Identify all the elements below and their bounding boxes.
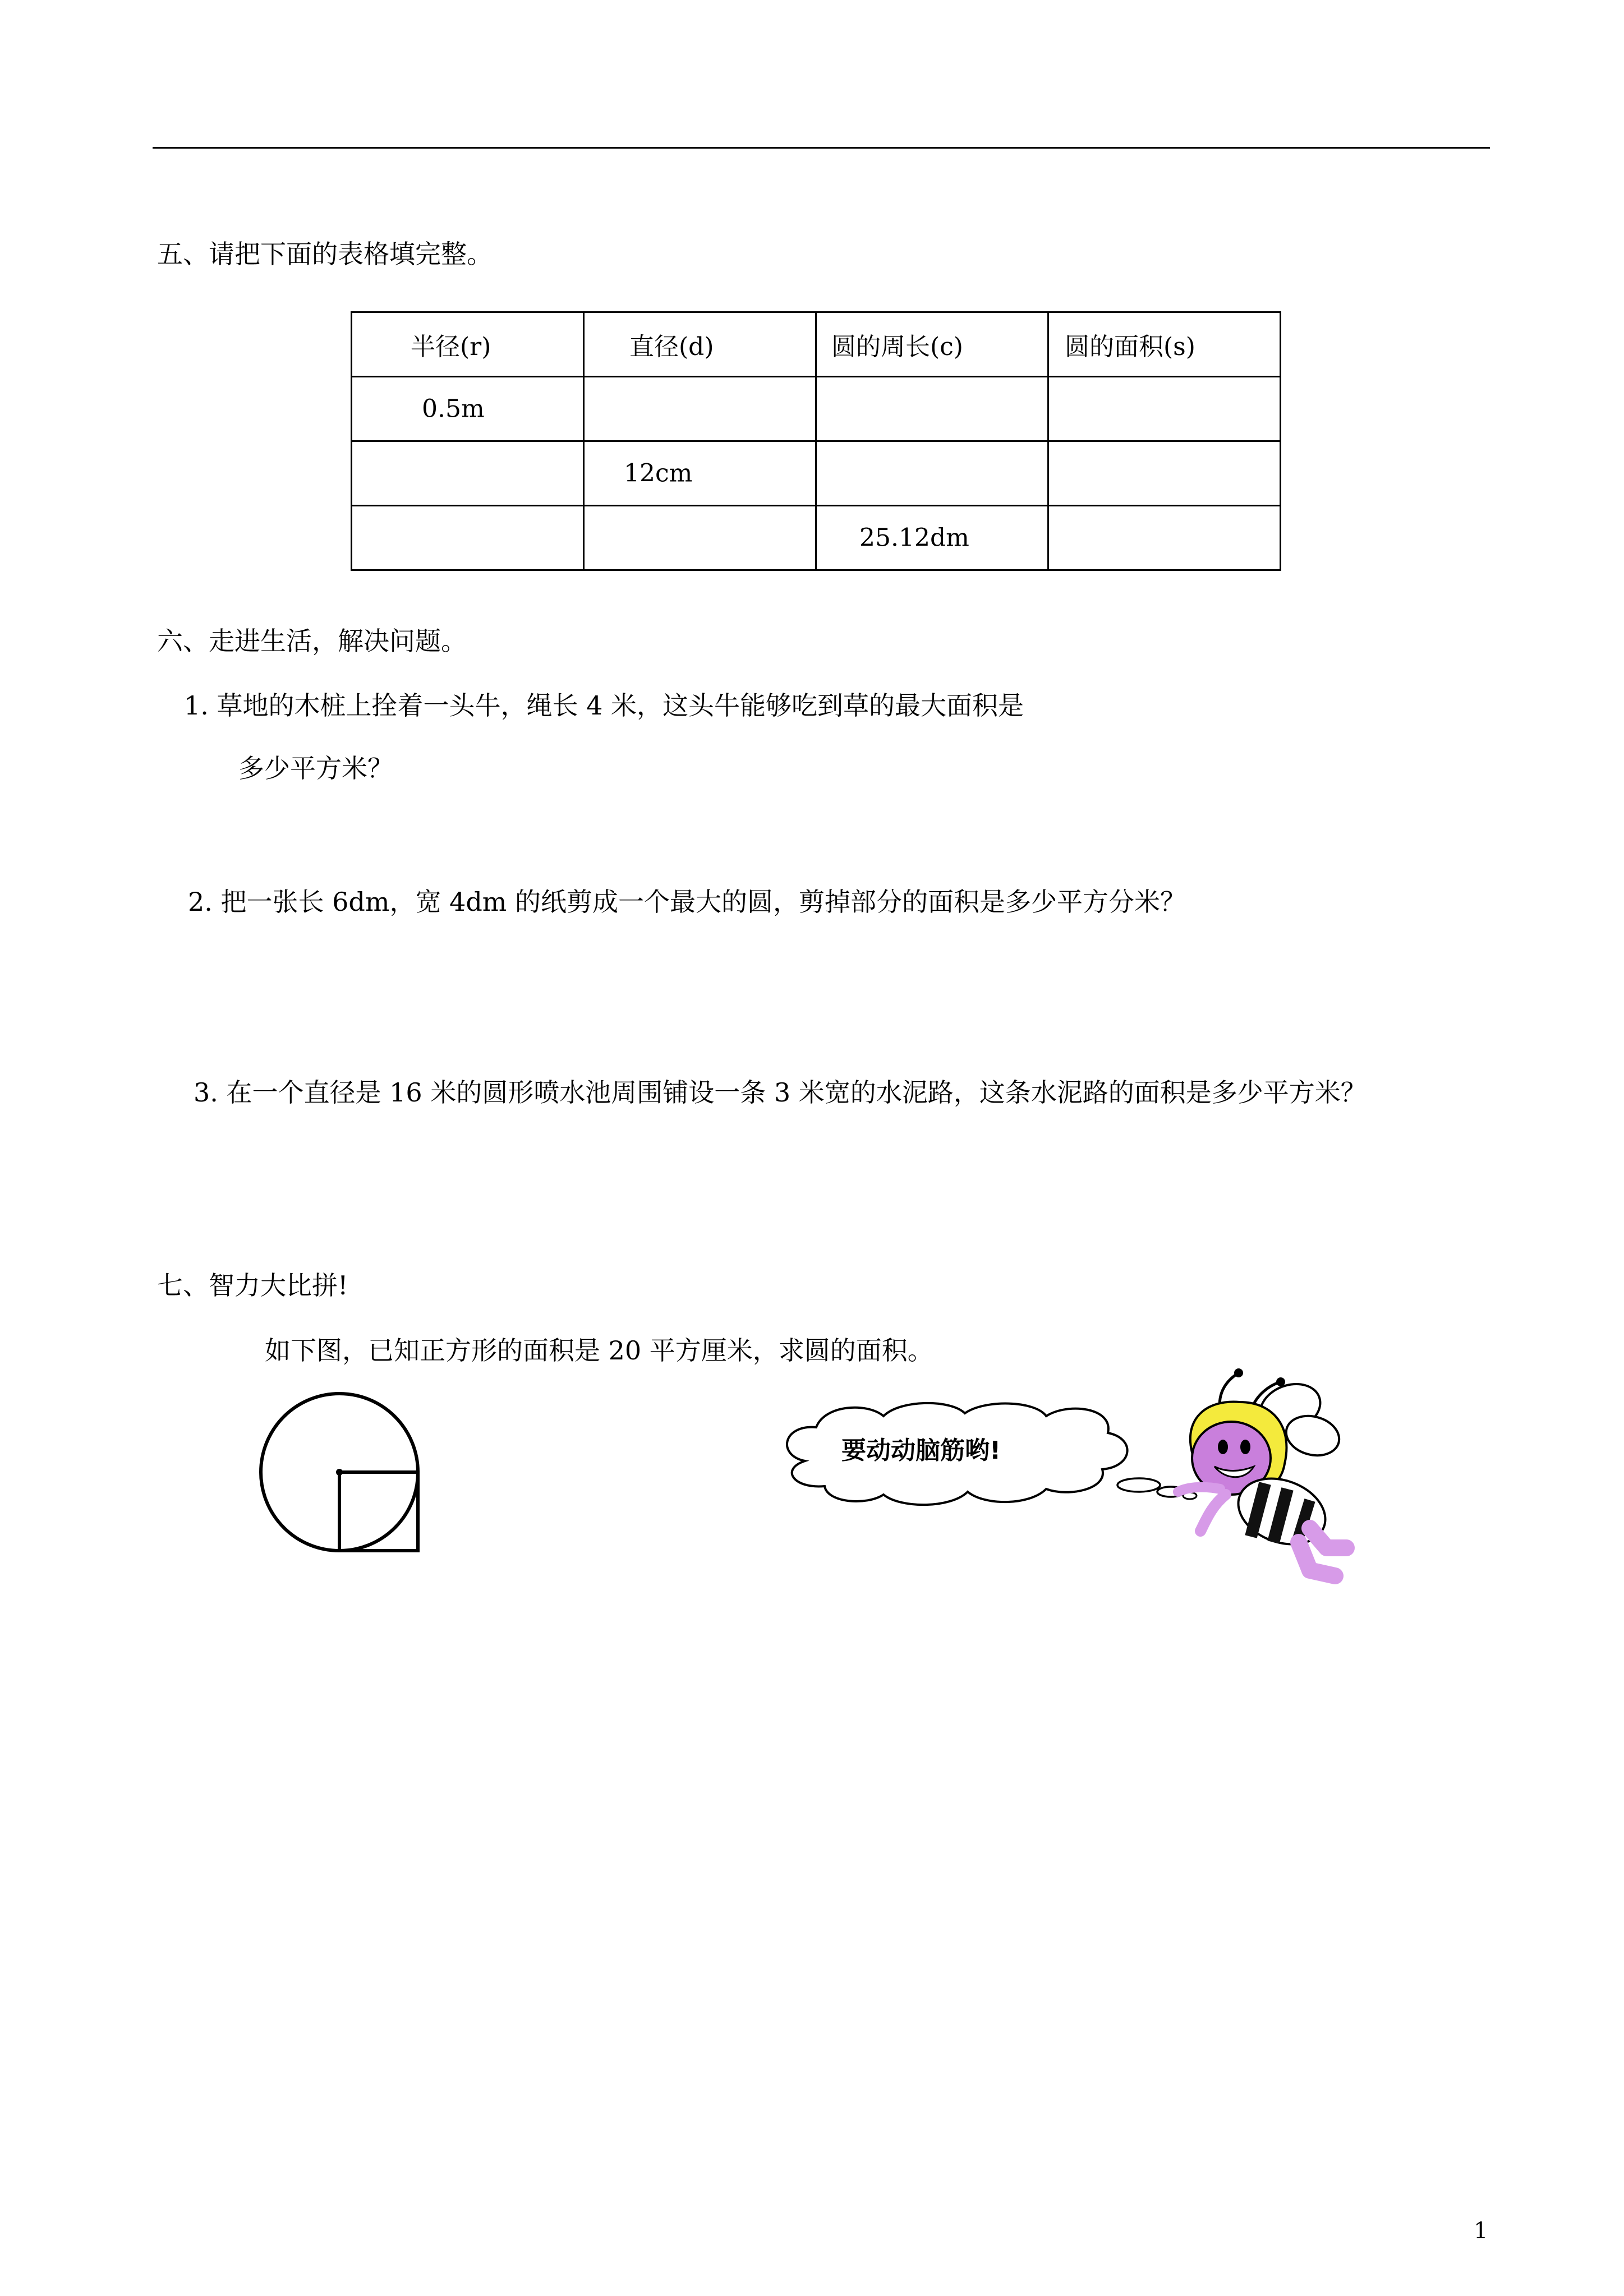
table-cell: 12cm	[584, 441, 816, 506]
section-7-prompt: 如下图，已知正方形的面积是 20 平方厘米，求圆的面积。	[265, 1335, 933, 1366]
table-row	[352, 441, 1281, 506]
section-7-title: 七、智力大比拼!	[157, 1270, 348, 1301]
fill-in-table	[351, 311, 1281, 571]
table-row	[352, 377, 1281, 441]
bee-eye	[1240, 1440, 1250, 1454]
table-cell	[352, 506, 584, 570]
bee-eye	[1218, 1440, 1228, 1454]
bee-antenna-tip	[1234, 1368, 1243, 1377]
table-cell	[1048, 441, 1281, 506]
question-1-line-1: 1. 草地的木桩上拴着一头牛，绳长 4 米，这头牛能够吃到草的最大面积是	[184, 690, 1024, 721]
circle-square-figure	[247, 1380, 432, 1565]
table-header-row	[352, 312, 1281, 377]
table-cell	[1048, 377, 1281, 441]
header-rule	[153, 147, 1490, 149]
table-cell	[584, 377, 816, 441]
center-dot	[336, 1469, 343, 1476]
table-header-cell: 圆的周长(c)	[816, 312, 1048, 377]
bubble-tail-dot	[1117, 1478, 1160, 1492]
table-cell	[584, 506, 816, 570]
question-3: 3. 在一个直径是 16 米的圆形喷水池周围铺设一条 3 米宽的水泥路，这条水泥路的面积是多少平方米？	[194, 1077, 1367, 1108]
section-5-title: 五、请把下面的表格填完整。	[157, 239, 493, 269]
bee-arm	[1200, 1495, 1226, 1531]
bubble-text: 要动动脑筋哟!	[841, 1436, 1001, 1465]
table-cell: 0.5m	[352, 377, 584, 441]
table-cell: 25.12dm	[816, 506, 1048, 570]
table-header-cell: 圆的面积(s)	[1048, 312, 1281, 377]
table-cell	[816, 441, 1048, 506]
table-cell	[816, 377, 1048, 441]
section-6-title: 六、走进生活，解决问题。	[157, 626, 467, 656]
bee-antenna-tip	[1276, 1377, 1285, 1386]
table-row	[352, 506, 1281, 570]
bee-arm	[1178, 1487, 1220, 1492]
table-header-cell: 直径(d)	[584, 312, 816, 377]
question-2: 2. 把一张长 6dm，宽 4dm 的纸剪成一个最大的圆，剪掉部分的面积是多少平方分米？	[188, 887, 1186, 917]
page-number: 1	[1474, 2218, 1488, 2244]
cartoon-bee-illustration	[1167, 1368, 1369, 1604]
question-1-line-2: 多少平方米？	[238, 753, 393, 783]
table-cell	[352, 441, 584, 506]
table-cell	[1048, 506, 1281, 570]
bee-leg	[1310, 1528, 1346, 1548]
table-header-cell: 半径(r)	[352, 312, 584, 377]
